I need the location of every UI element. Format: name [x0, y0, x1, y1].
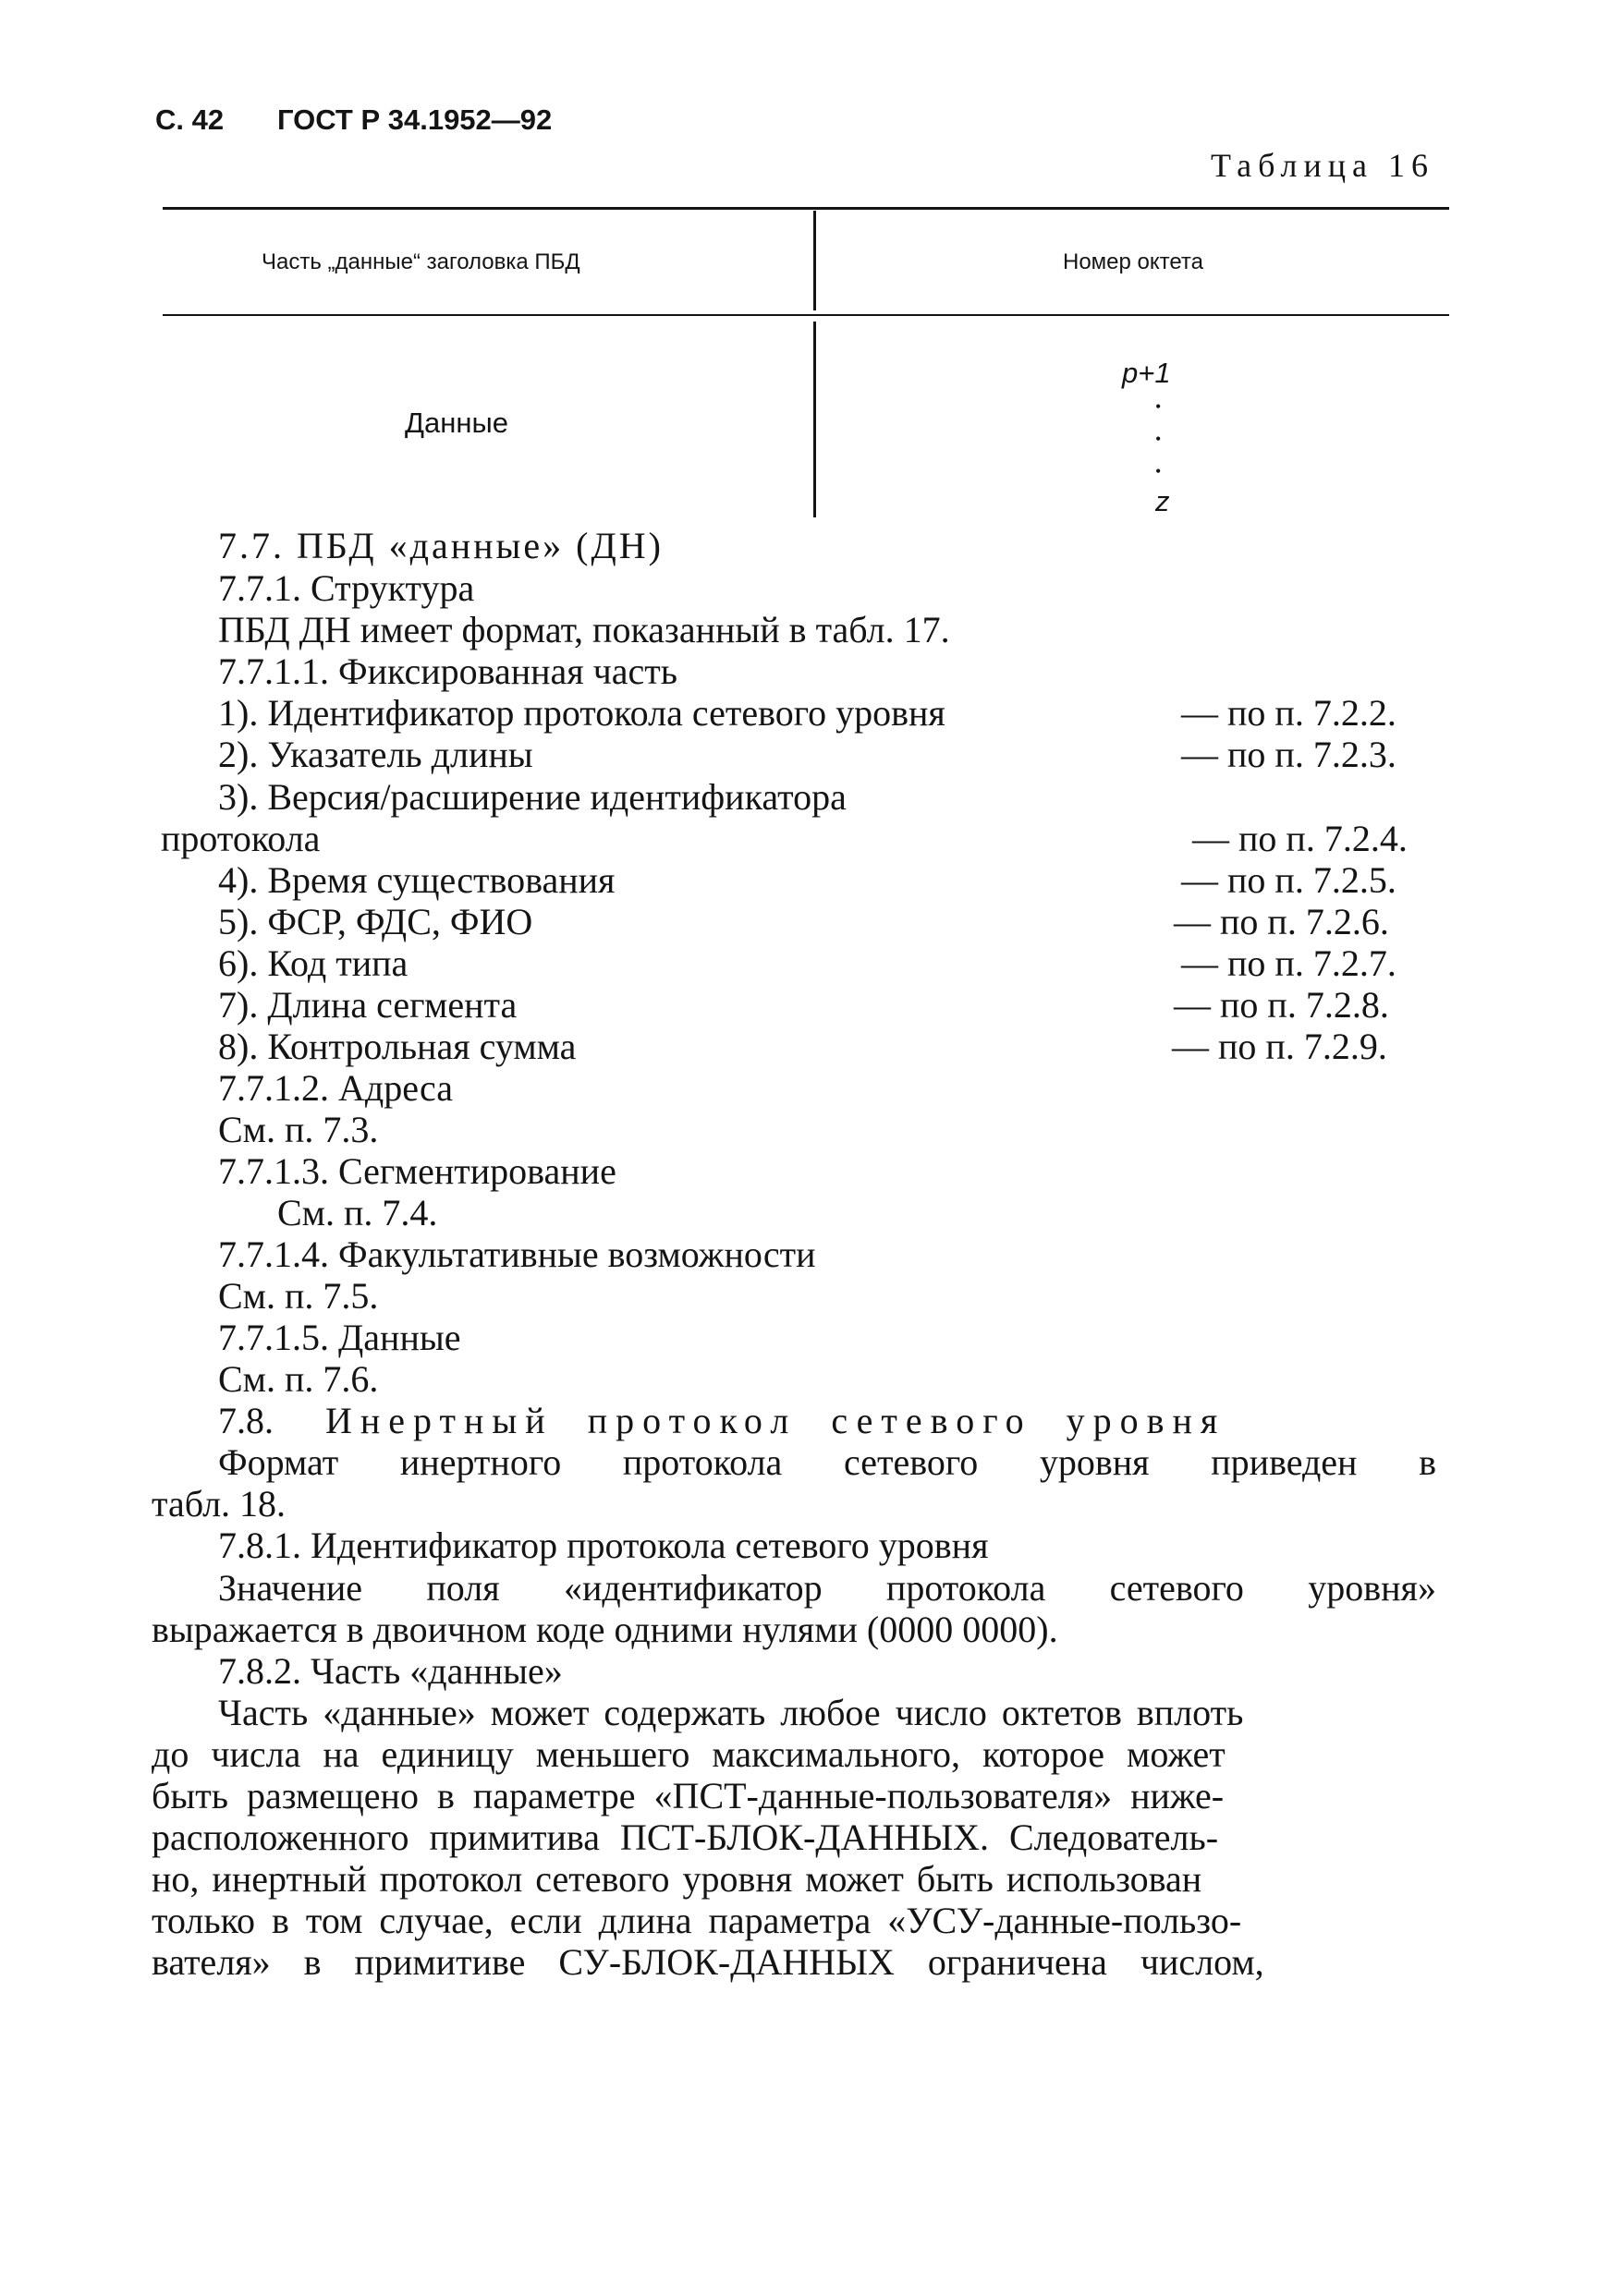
octet-first: p+1 [1122, 357, 1171, 389]
table-header-divider [813, 211, 816, 310]
word: Значение [218, 1567, 363, 1609]
column-header-octet: Номер октета [1063, 249, 1204, 274]
section-7-8-text-end: табл. 18. [152, 1483, 287, 1525]
fixed-item-1: 1). Идентификатор протокола сетевого уровня [218, 692, 945, 734]
section-7-8-2-line-5: но, инертный протокол сетевого уровня может быть использован [152, 1858, 1202, 1900]
word: поля [426, 1567, 500, 1609]
word: сетевого [1109, 1567, 1244, 1609]
fixed-item-2-ref: — по п. 7.2.3. [1181, 734, 1396, 775]
section-7-7-1-3-title: 7.7.1.3. Сегментирование [218, 1150, 616, 1192]
fixed-item-4: 4). Время существования [218, 859, 616, 901]
section-7-8-1-text [218, 1567, 1436, 1609]
fixed-item-1-ref: — по п. 7.2.2. [1181, 692, 1396, 734]
column-header-part: Часть „данные“ заголовка ПБД [262, 249, 580, 274]
word: протокола [622, 1441, 783, 1483]
fixed-item-3-ref: — по п. 7.2.4. [1192, 818, 1408, 859]
section-7-7-1-text: ПБД ДН имеет формат, показанный в табл. 17. [218, 609, 950, 650]
fixed-item-8: 8). Контрольная сумма [218, 1026, 577, 1067]
section-7-8-2-line-2: до числа на единицу меньшего максимального, которое может [152, 1733, 1226, 1775]
section-7-8-title: Инертный протокол сетевого уровня [325, 1400, 1226, 1441]
section-7-8-2-line-3: быть размещено в параметре «ПСТ-данные-пользователя» ниже- [152, 1775, 1225, 1816]
word: «идентификатор [563, 1567, 823, 1609]
word: сетевого [843, 1441, 979, 1483]
section-7-8-1-title: 7.8.1. Идентификатор протокола сетевого уровня [218, 1525, 989, 1566]
fixed-item-3: 3). Версия/расширение идентификатора [218, 776, 847, 818]
fixed-item-5: 5). ФСР, ФДС, ФИО [218, 901, 533, 942]
fixed-item-4-ref: — по п. 7.2.5. [1181, 859, 1396, 901]
section-7-8-1-text-end: выражается в двоичном коде одними нулями (0000 0000). [152, 1609, 1058, 1650]
page-number: С. 42 [155, 103, 225, 136]
word: в [1419, 1441, 1436, 1483]
section-7-7-1-4-title: 7.7.1.4. Факультативные возможности [218, 1233, 816, 1275]
octet-last: z [1155, 485, 1170, 517]
fixed-item-2: 2). Указатель длины [218, 734, 533, 775]
fixed-item-7: 7). Длина сегмента [218, 984, 518, 1026]
word: инертного [399, 1441, 562, 1483]
fixed-item-6-ref: — по п. 7.2.7. [1181, 942, 1396, 984]
word: уровня» [1308, 1567, 1436, 1609]
section-7-7-1-5-text: См. п. 7.6. [218, 1358, 379, 1400]
fixed-item-3-cont: протокола [161, 818, 321, 859]
section-7-7-1-4-text: См. п. 7.5. [218, 1275, 379, 1317]
section-7-8-text [218, 1441, 1436, 1483]
table-body-divider [813, 322, 816, 517]
table-top-rule [163, 207, 1449, 210]
section-7-7-1-5-title: 7.7.1.5. Данные [218, 1317, 461, 1358]
section-7-8-2-title: 7.8.2. Часть «данные» [218, 1650, 563, 1692]
section-7-7-title [218, 525, 664, 566]
table-header-rule [163, 314, 1449, 316]
row-label-data: Данные [405, 407, 508, 439]
octet-dot-1: • [1155, 397, 1162, 416]
fixed-item-5-ref: — по п. 7.2.6. [1174, 901, 1389, 942]
section-7-8-2-line-7: вателя» в примитиве СУ-БЛОК-ДАННЫХ ограничена числом, [152, 1941, 1264, 1983]
standard-designation: ГОСТ Р 34.1952—92 [277, 103, 553, 136]
section-7-7-title-text: 7.7. ПБД «данные» (ДН) [218, 525, 664, 566]
section-7-8-2-line-6: только в том случае, если длина параметра «УСУ-данные-пользо- [152, 1900, 1242, 1941]
fixed-item-7-ref: — по п. 7.2.8. [1174, 984, 1389, 1026]
word: Формат [218, 1441, 339, 1483]
octet-dot-3: • [1155, 462, 1162, 480]
table-caption: Таблица 16 [1211, 147, 1434, 184]
octet-dot-2: • [1155, 430, 1162, 448]
section-7-8-2-line-1: Часть «данные» может содержать любое число октетов вплоть [218, 1692, 1244, 1733]
section-7-8-2-line-4: расположенного примитива ПСТ-БЛОК-ДАННЫХ. Следователь- [152, 1816, 1219, 1858]
section-7-7-1-2-text: См. п. 7.3. [218, 1109, 379, 1150]
fixed-item-8-ref: — по п. 7.2.9. [1172, 1026, 1387, 1067]
section-7-7-1-2-title: 7.7.1.2. Адреса [218, 1067, 453, 1109]
word: уровня [1039, 1441, 1150, 1483]
section-7-7-1-1-title: 7.7.1.1. Фиксированная часть [218, 650, 678, 692]
section-7-7-1-3-text: См. п. 7.4. [277, 1192, 438, 1233]
section-7-7-1-title: 7.7.1. Структура [218, 567, 475, 609]
section-7-8-number: 7.8. [218, 1400, 274, 1441]
word: протокола [885, 1567, 1046, 1609]
word: приведен [1211, 1441, 1358, 1483]
fixed-item-6: 6). Код типа [218, 942, 409, 984]
